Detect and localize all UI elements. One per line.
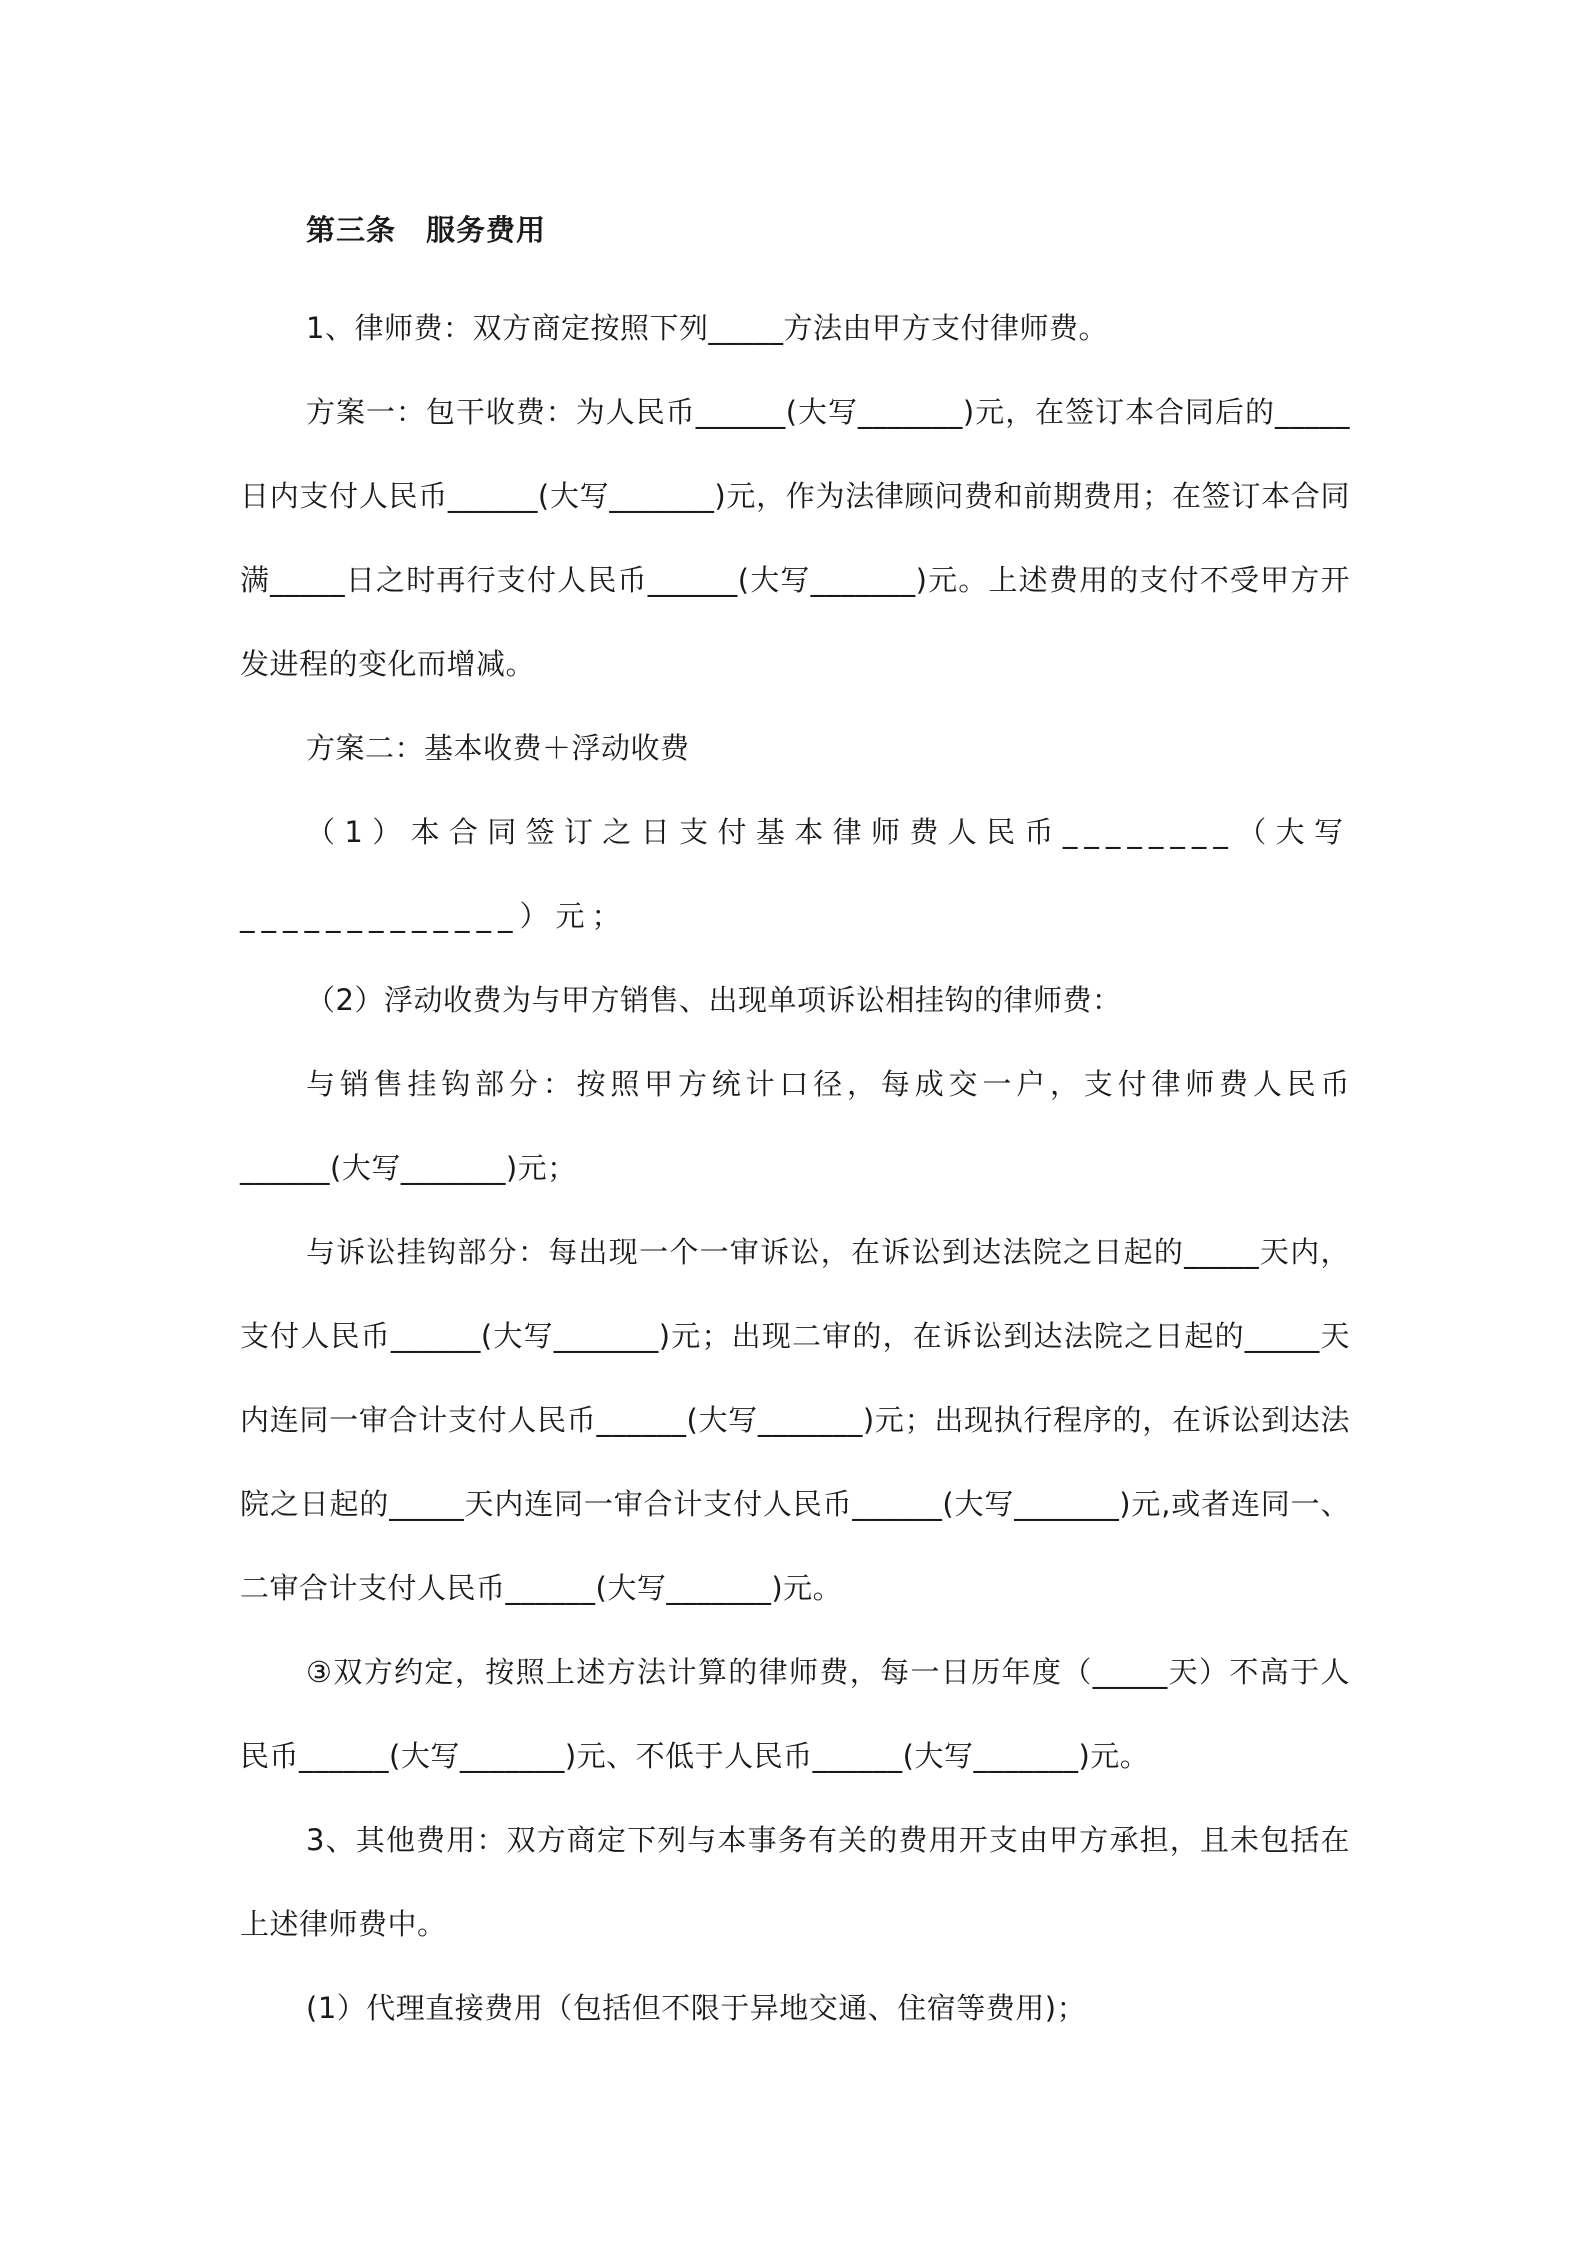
paragraph-direct-costs: (1）代理直接费用（包括但不限于异地交通、住宿等费用)； (306, 1991, 1087, 2025)
paragraph-sales-linked: 与销售挂钩部分：按照甲方统计口径，每成交一户，支付律师费人民币______(大写_______)元； (240, 1067, 1350, 1185)
paragraph-floating-fee: （2）浮动收费为与甲方销售、出现单项诉讼相挂钩的律师费： (306, 983, 1122, 1017)
paragraph-other-fees: 3、其他费用：双方商定下列与本事务有关的费用开支由甲方承担，且未包括在上述律师费中。 (240, 1823, 1350, 1941)
paragraph-basic-fee: （1）本合同签订之日支付基本律师费人民币________（大写_____________）元； (240, 815, 1350, 933)
paragraph-plan-one: 方案一：包干收费：为人民币______(大写_______)元，在签订本合同后的_____日内支付人民币______(大写_______)元，作为法律顾问费和前期费用；在签订本合同满_____日之时再行支付人民币______(大写_______)元。上述费用的支付不受甲方开发进程的变化而增减。 (240, 395, 1350, 681)
document-body (240, 204, 1350, 2050)
paragraph-annual-cap: ③双方约定，按照上述方法计算的律师费，每一日历年度（_____天）不高于人民币______(大写_______)元、不低于人民币______(大写_______)元。 (240, 1655, 1350, 1773)
paragraph-lawyer-fee: 1、律师费：双方商定按照下列_____方法由甲方支付律师费。 (306, 311, 1108, 345)
article-heading: 第三条 服务费用 (306, 213, 547, 247)
paragraph-plan-two: 方案二：基本收费＋浮动收费 (306, 731, 690, 765)
paragraph-litigation-linked: 与诉讼挂钩部分：每出现一个一审诉讼，在诉讼到达法院之日起的_____天内，支付人民币______(大写_______)元；出现二审的，在诉讼到达法院之日起的_____天内连同一审合计支付人民币______(大写_______)元；出现执行程序的，在诉讼到达法院之日起的_____天内连同一审合计支付人民币______(大写_______)元,或者连同一、二审合计支付人民币______(大写_______)元。 (240, 1235, 1350, 1605)
